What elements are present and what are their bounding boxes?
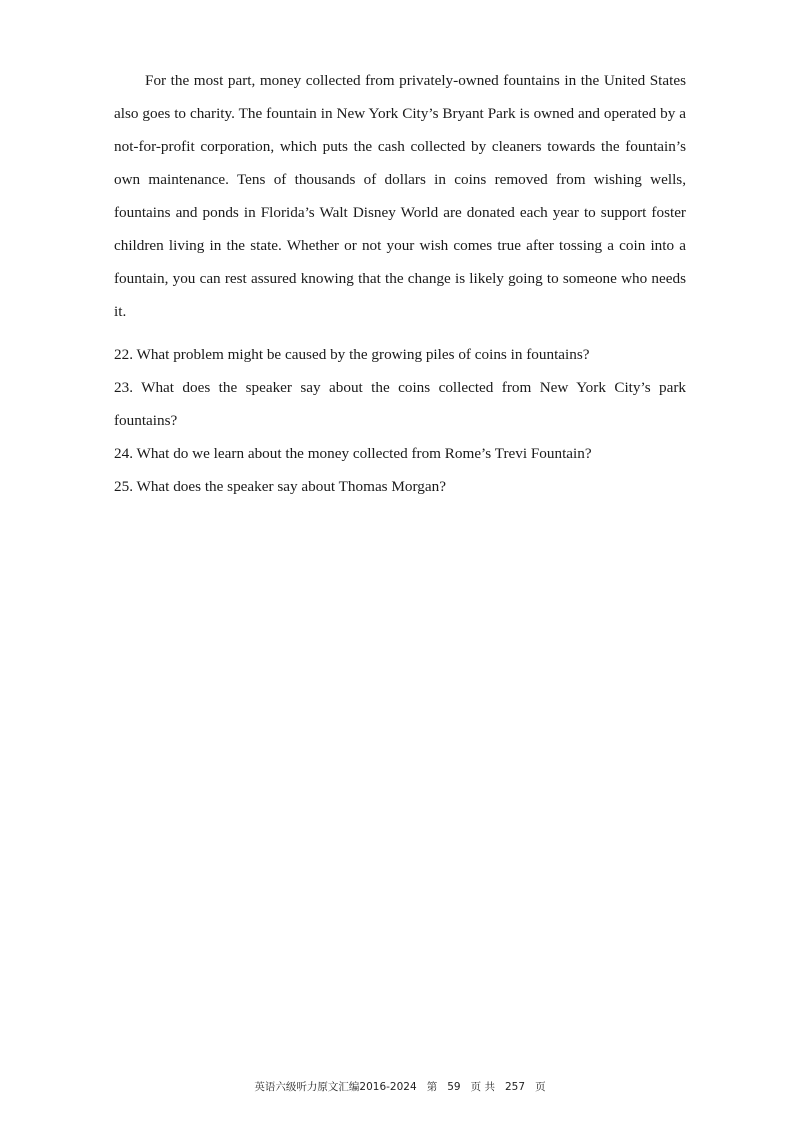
footer-page-suffix: 页	[535, 1081, 546, 1093]
main-content	[114, 64, 686, 503]
question-23: 23. What does the speaker say about the coins collected from New York City’s park fountains?	[114, 379, 686, 429]
footer-total-pages: 257	[505, 1081, 526, 1093]
question-24: 24. What do we learn about the money collected from Rome’s Trevi Fountain?	[114, 445, 592, 462]
question-25: 25. What does the speaker say about Thomas Morgan?	[114, 478, 446, 495]
footer-collection-title: 英语六级听力原文汇编2016-2024	[254, 1081, 417, 1093]
page-footer	[0, 1080, 800, 1094]
passage-paragraph: For the most part, money collected from privately-owned fountains in the United States also goes to charity. The fountain in New York City’s Bryant Park is owned and operated by a not-for-profit corporation, which puts the cash collected by cleaners towards the fountain’s own maintenance. Tens of thousands of dollars in coins removed from wishing wells, fountains and ponds in Florida’s Walt Disney World are donated each year to support foster children living in the state. Whether or not your wish comes true after tossing a coin into a fountain, you can rest assured knowing that the change is likely going to someone who needs it.	[114, 72, 686, 320]
question-list	[114, 338, 686, 503]
question-22: 22. What problem might be caused by the growing piles of coins in fountains?	[114, 346, 590, 363]
footer-page-mid: 页 共	[470, 1081, 495, 1093]
footer-page-number: 59	[447, 1081, 461, 1093]
footer-page-prefix: 第	[426, 1081, 438, 1093]
